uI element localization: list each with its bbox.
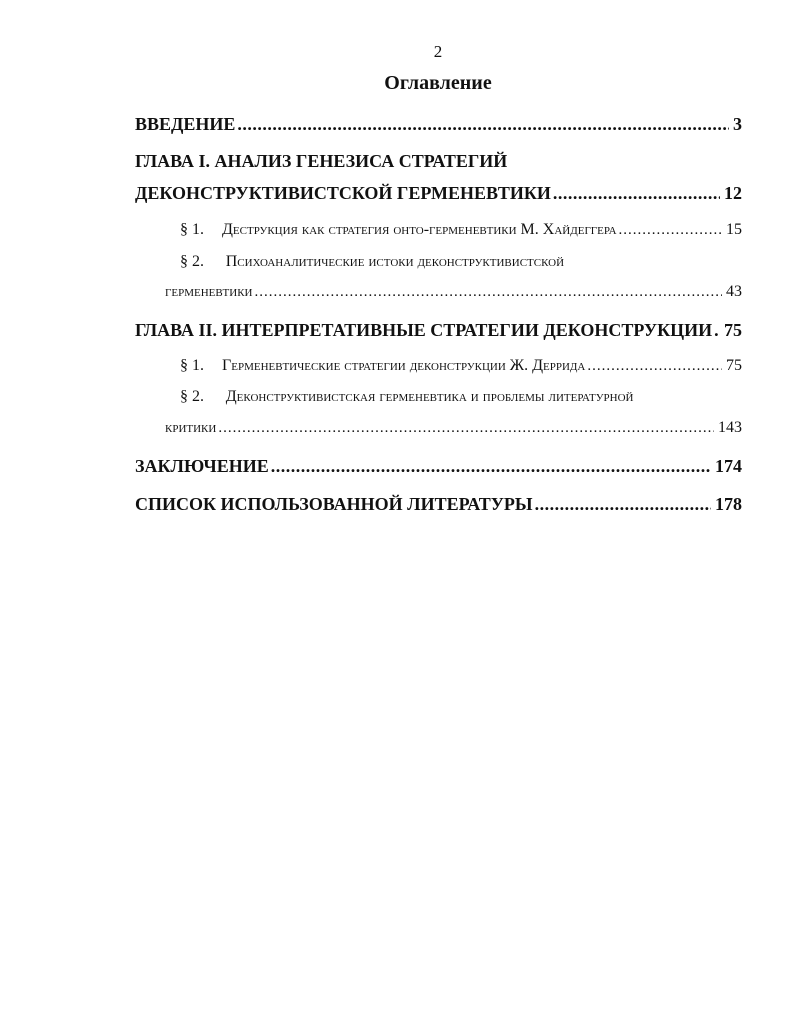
toc-entry-label: Деструкция как стратегия онто-герменевтики М. Хайдеггера: [222, 221, 617, 238]
dot-leader: [553, 181, 720, 205]
dot-leader: [535, 492, 711, 516]
toc-entry-page: 15: [726, 221, 742, 238]
toc-entry-page: 12: [724, 183, 742, 203]
toc-entry-intro[interactable]: [135, 112, 742, 136]
toc-entry-label: герменевтики: [165, 283, 253, 300]
dot-leader: [619, 218, 722, 242]
toc-entry-label: ГЛАВА I. АНАЛИЗ ГЕНЕЗИСА СТРАТЕГИЙ: [135, 151, 508, 171]
toc-entry-chapter1-line1[interactable]: [135, 149, 742, 173]
toc-entry-page: 178: [715, 494, 742, 514]
dot-leader: [255, 280, 723, 304]
toc-entry-label: ГЛАВА II. ИНТЕРПРЕТАТИВНЫЕ СТРАТЕГИИ ДЕКОНСТРУКЦИИ: [135, 320, 713, 340]
dot-leader: [271, 454, 711, 478]
toc-entry-label: СПИСОК ИСПОЛЬЗОВАННОЙ ЛИТЕРАТУРЫ: [135, 494, 533, 514]
dot-leader: [218, 416, 714, 440]
section-number: § 2.: [180, 388, 204, 405]
toc-entry-page: 75: [724, 320, 742, 340]
toc-entry-ch1-sec2-line1[interactable]: [180, 250, 742, 274]
toc-entry-label: ЗАКЛЮЧЕНИЕ: [135, 456, 269, 476]
toc-entry-page: 75: [726, 357, 742, 374]
dot-leader: [587, 354, 722, 378]
toc-entry-page: 43: [726, 283, 742, 300]
section-number: § 1.: [180, 357, 204, 374]
toc-entry-page: 3: [733, 114, 742, 134]
toc-entry-label: критики: [165, 419, 217, 436]
toc-entry-ch1-sec2-line2[interactable]: [165, 280, 742, 304]
toc-entry-chapter1-line2[interactable]: [135, 181, 742, 205]
toc-entry-ch2-sec2-line2[interactable]: [165, 416, 742, 440]
toc-entry-chapter2[interactable]: [135, 318, 742, 342]
section-number: § 1.: [180, 221, 204, 238]
toc-entry-label: Психоаналитические истоки деконструктивистской: [225, 253, 565, 270]
toc-entry-page: 143: [718, 419, 742, 436]
toc-entry-ch1-sec1[interactable]: [180, 218, 742, 242]
dot-leader: [237, 112, 729, 136]
toc-entry-conclusion[interactable]: [135, 454, 742, 478]
page-number: 2: [433, 42, 443, 61]
toc-entry-label: ДЕКОНСТРУКТИВИСТСКОЙ ГЕРМЕНЕВТИКИ: [135, 183, 551, 203]
toc-entry-ch2-sec1[interactable]: [180, 354, 742, 378]
toc-entry-label: ВВЕДЕНИЕ: [135, 114, 236, 134]
toc-entry-label: Деконструктивистская герменевтика и проблемы литературной: [225, 388, 634, 405]
toc-entry-page: 174: [715, 456, 742, 476]
toc-entry-label: Герменевтические стратегии деконструкции Ж. Деррида: [222, 357, 586, 374]
toc-entry-bibliography[interactable]: [135, 492, 742, 516]
toc-title: Оглавление: [384, 72, 492, 94]
toc-entry-ch2-sec2-line1[interactable]: [180, 385, 742, 409]
section-number: § 2.: [180, 253, 204, 270]
dot-leader: [714, 318, 720, 342]
